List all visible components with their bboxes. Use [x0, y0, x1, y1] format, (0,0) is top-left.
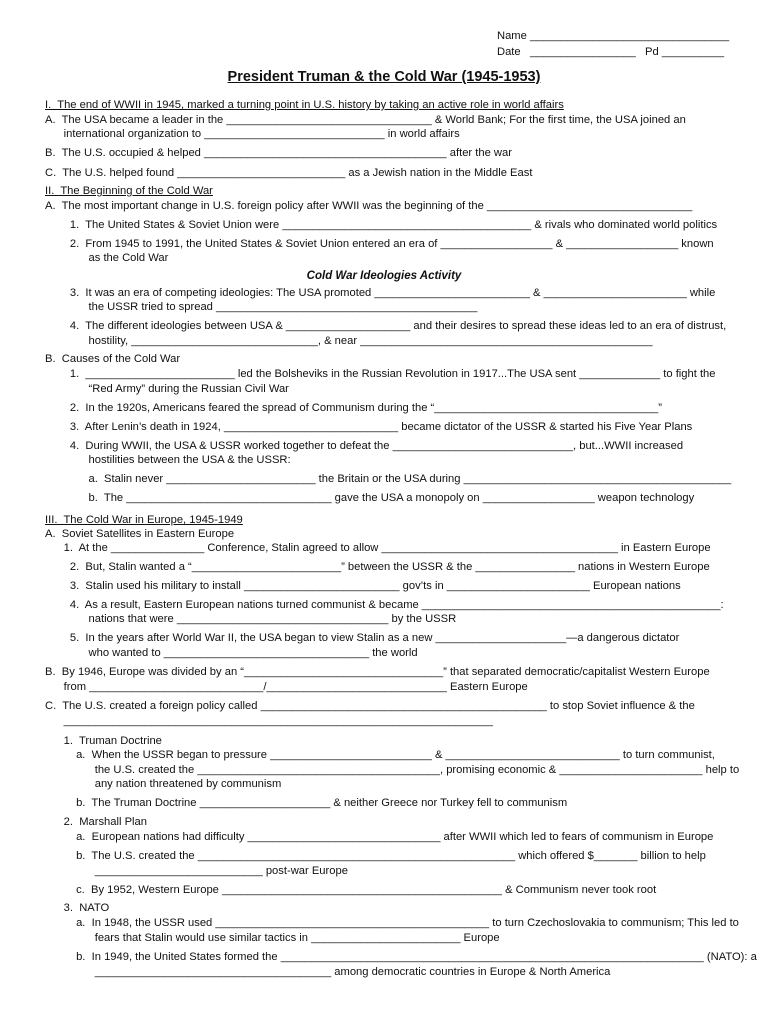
worksheet-line: a. Stalin never ________________________ the Britain or the USA during ___________________________________________	[45, 473, 732, 485]
worksheet-line: c. By 1952, Western Europe _____________________________________________ & Communism never took root	[45, 884, 657, 896]
worksheet-line: 1. The United States & Soviet Union were ________________________________________ & rivals who dominated world politics	[45, 219, 718, 231]
worksheet-line: A. The most important change in U.S. foreign policy after WWII was the beginning of the _________________________________	[45, 200, 693, 212]
worksheet-line: 5. In the years after World War II, the USA began to view Stalin as a new _____________________—a dangerous dictator	[45, 632, 680, 644]
worksheet-line: hostility, ______________________________, & near _______________________________________________	[45, 335, 653, 347]
worksheet-line: 2. But, Stalin wanted a “________________________” between the USSR & the ________________ nations in Western Europe	[45, 561, 710, 573]
worksheet-line: B. The U.S. occupied & helped _______________________________________ after the war	[45, 147, 512, 159]
worksheet-line: b. In 1949, the United States formed the ____________________________________________________________________ (NATO): a	[45, 951, 757, 963]
worksheet-line: a. European nations had difficulty _______________________________ after WWII which led to fears of communism in Europe	[45, 831, 714, 843]
worksheet-line: from ____________________________/_____________________________ Eastern Europe	[45, 681, 528, 693]
page-title: President Truman & the Cold War (1945-1953)	[227, 69, 541, 85]
worksheet-line: as the Cold War	[45, 252, 169, 264]
worksheet-line: 3. NATO	[45, 902, 110, 914]
worksheet-line: 1. At the _______________ Conference, Stalin agreed to allow ______________________________________ in Eastern Europe	[45, 542, 711, 554]
section-subheading: Cold War Ideologies Activity	[306, 270, 462, 282]
worksheet-line: A. The USA became a leader in the _________________________________ & World Bank; For the first time, the USA joined an	[45, 114, 686, 126]
worksheet-line: C. The U.S. created a foreign policy called ______________________________________________ to stop Soviet influence & the	[45, 700, 695, 712]
worksheet-line: 3. It was an era of competing ideologies: The USA promoted _________________________ & _______________________ while	[45, 287, 716, 299]
section-heading: II. The Beginning of the Cold War	[45, 185, 213, 197]
worksheet-line: C. The U.S. helped found ___________________________ as a Jewish nation in the Middle East	[45, 167, 533, 179]
worksheet-line: 4. As a result, Eastern European nations turned communist & became ________________________________________________:	[45, 599, 724, 611]
worksheet-line: ______________________________________ among democratic countries in Europe & North America	[45, 966, 611, 978]
worksheet-line: the U.S. created the _______________________________________, promising economic & _______________________ help to	[45, 764, 740, 776]
date-period-field[interactable]: Date _________________ Pd __________	[497, 46, 725, 58]
worksheet-line: fears that Stalin would use similar tactics in ________________________ Europe	[45, 932, 500, 944]
worksheet-line: b. The _________________________________ gave the USA a monopoly on __________________ weapon technology	[45, 492, 695, 504]
worksheet-line: 1. Truman Doctrine	[45, 735, 162, 747]
worksheet-line: 4. The different ideologies between USA & ____________________ and their desires to spread these ideas led to an era of distrust,	[45, 320, 727, 332]
worksheet-line: “Red Army” during the Russian Civil War	[45, 383, 289, 395]
worksheet-line: who wanted to _________________________________ the world	[45, 647, 418, 659]
worksheet-line: international organization to _____________________________ in world affairs	[45, 128, 460, 140]
worksheet-line: 2. Marshall Plan	[45, 816, 147, 828]
worksheet-line: ___________________________ post-war Europe	[45, 865, 348, 877]
worksheet-line: 1. ________________________ led the Bolsheviks in the Russian Revolution in 1917...The USA sent _____________ to fight the	[45, 368, 716, 380]
worksheet-line: B. Causes of the Cold War	[45, 353, 181, 365]
section-heading: III. The Cold War in Europe, 1945-1949	[45, 514, 243, 526]
worksheet-line: B. By 1946, Europe was divided by an “________________________________” that separated democratic/capitalist Western Europe	[45, 666, 710, 678]
worksheet-line: a. When the USSR began to pressure __________________________ & ____________________________ to turn communist,	[45, 749, 715, 761]
worksheet-line: the USSR tried to spread __________________________________________	[45, 301, 478, 313]
worksheet-line: b. The Truman Doctrine _____________________ & neither Greece nor Turkey fell to communism	[45, 797, 568, 809]
worksheet-line: a. In 1948, the USSR used ____________________________________________ to turn Czechoslovakia to communism; This led to	[45, 917, 739, 929]
worksheet-line: hostilities between the USA & the USSR:	[45, 454, 291, 466]
worksheet-line: any nation threatened by communism	[45, 778, 282, 790]
worksheet-line: nations that were __________________________________ by the USSR	[45, 613, 457, 625]
name-field[interactable]: Name ________________________________	[497, 30, 730, 42]
worksheet-line: 2. In the 1920s, Americans feared the spread of Communism during the “____________________________________”	[45, 402, 662, 414]
section-heading: I. The end of WWII in 1945, marked a turning point in U.S. history by taking an active role in world affairs	[45, 99, 564, 111]
worksheet-line: A. Soviet Satellites in Eastern Europe	[45, 528, 235, 540]
worksheet-line: 3. Stalin used his military to install _________________________ gov’ts in _______________________ European nations	[45, 580, 681, 592]
worksheet-line: _____________________________________________________________________	[45, 715, 493, 727]
worksheet-line: b. The U.S. created the ___________________________________________________ which offered $_______ billion to help	[45, 850, 706, 862]
worksheet-line: 2. From 1945 to 1991, the United States & Soviet Union entered an era of __________________ & __________________ known	[45, 238, 714, 250]
worksheet-line: 4. During WWII, the USA & USSR worked together to defeat the _____________________________, but...WWII increased	[45, 440, 684, 452]
worksheet-line: 3. After Lenin’s death in 1924, ____________________________ became dictator of the USSR & started his Five Year Plans	[45, 421, 693, 433]
